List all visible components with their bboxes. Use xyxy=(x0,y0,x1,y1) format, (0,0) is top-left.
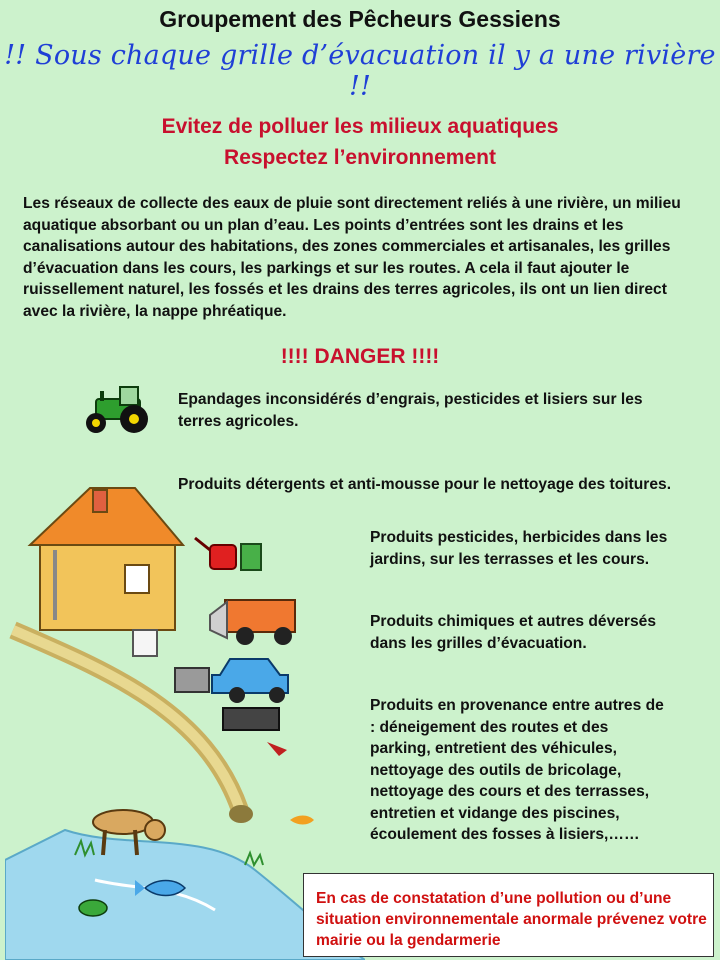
organization-title: Groupement des Pêcheurs Gessiens xyxy=(159,6,561,32)
item-detergents: Produits détergents et anti-mousse pour le nettoyage des toitures. xyxy=(178,476,672,493)
notice-box: En cas de constatation d’une pollution ou d’une situation environnementale anormale prévenez votre mairie ou la gendarmerie xyxy=(303,873,714,957)
slogan: !! Sous chaque grille d’évacuation il y a une rivière !! xyxy=(4,40,716,102)
intro-paragraph: Les réseaux de collecte des eaux de pluie sont directement reliés à une rivière, un milieu aquatique absorbant ou un plan d’eau. Les points d’entrées sont les drains et les canalisations autour des habitations, des zones commerciales et artisanales, les grilles d’évacuation dans les cours, les parkings et sur les routes. A cela il faut ajouter le ruissellement naturel, les fossés et les drains des terres agricoles, ils ont un lien direct avec la rivière, la nappe phréatique. xyxy=(23,195,681,320)
headline-avoid-pollution: Evitez de polluer les milieux aquatiques xyxy=(161,115,559,138)
item-pesticides: Produits pesticides, herbicides dans les jardins, sur les terrasses et les cours. xyxy=(370,529,668,568)
danger-heading: !!!! DANGER !!!! xyxy=(280,345,440,368)
item-other-sources: Produits en provenance entre autres de : déneigement des routes et des parking, entretient des véhicules, nettoyage des outils de bricolage, nettoyage des cours et des terrasses, entretien et vidange des piscines, écoulement des fosses à lisiers,…… xyxy=(370,697,664,843)
item-chemicals: Produits chimiques et autres déversés dans les grilles d’évacuation. xyxy=(370,613,656,652)
item-fertilizers: Epandages inconsidérés d’engrais, pesticides et lisiers sur les terres agricoles. xyxy=(178,391,643,430)
headline-respect-environment: Respectez l’environnement xyxy=(224,146,496,169)
tractor-icon xyxy=(76,385,158,435)
